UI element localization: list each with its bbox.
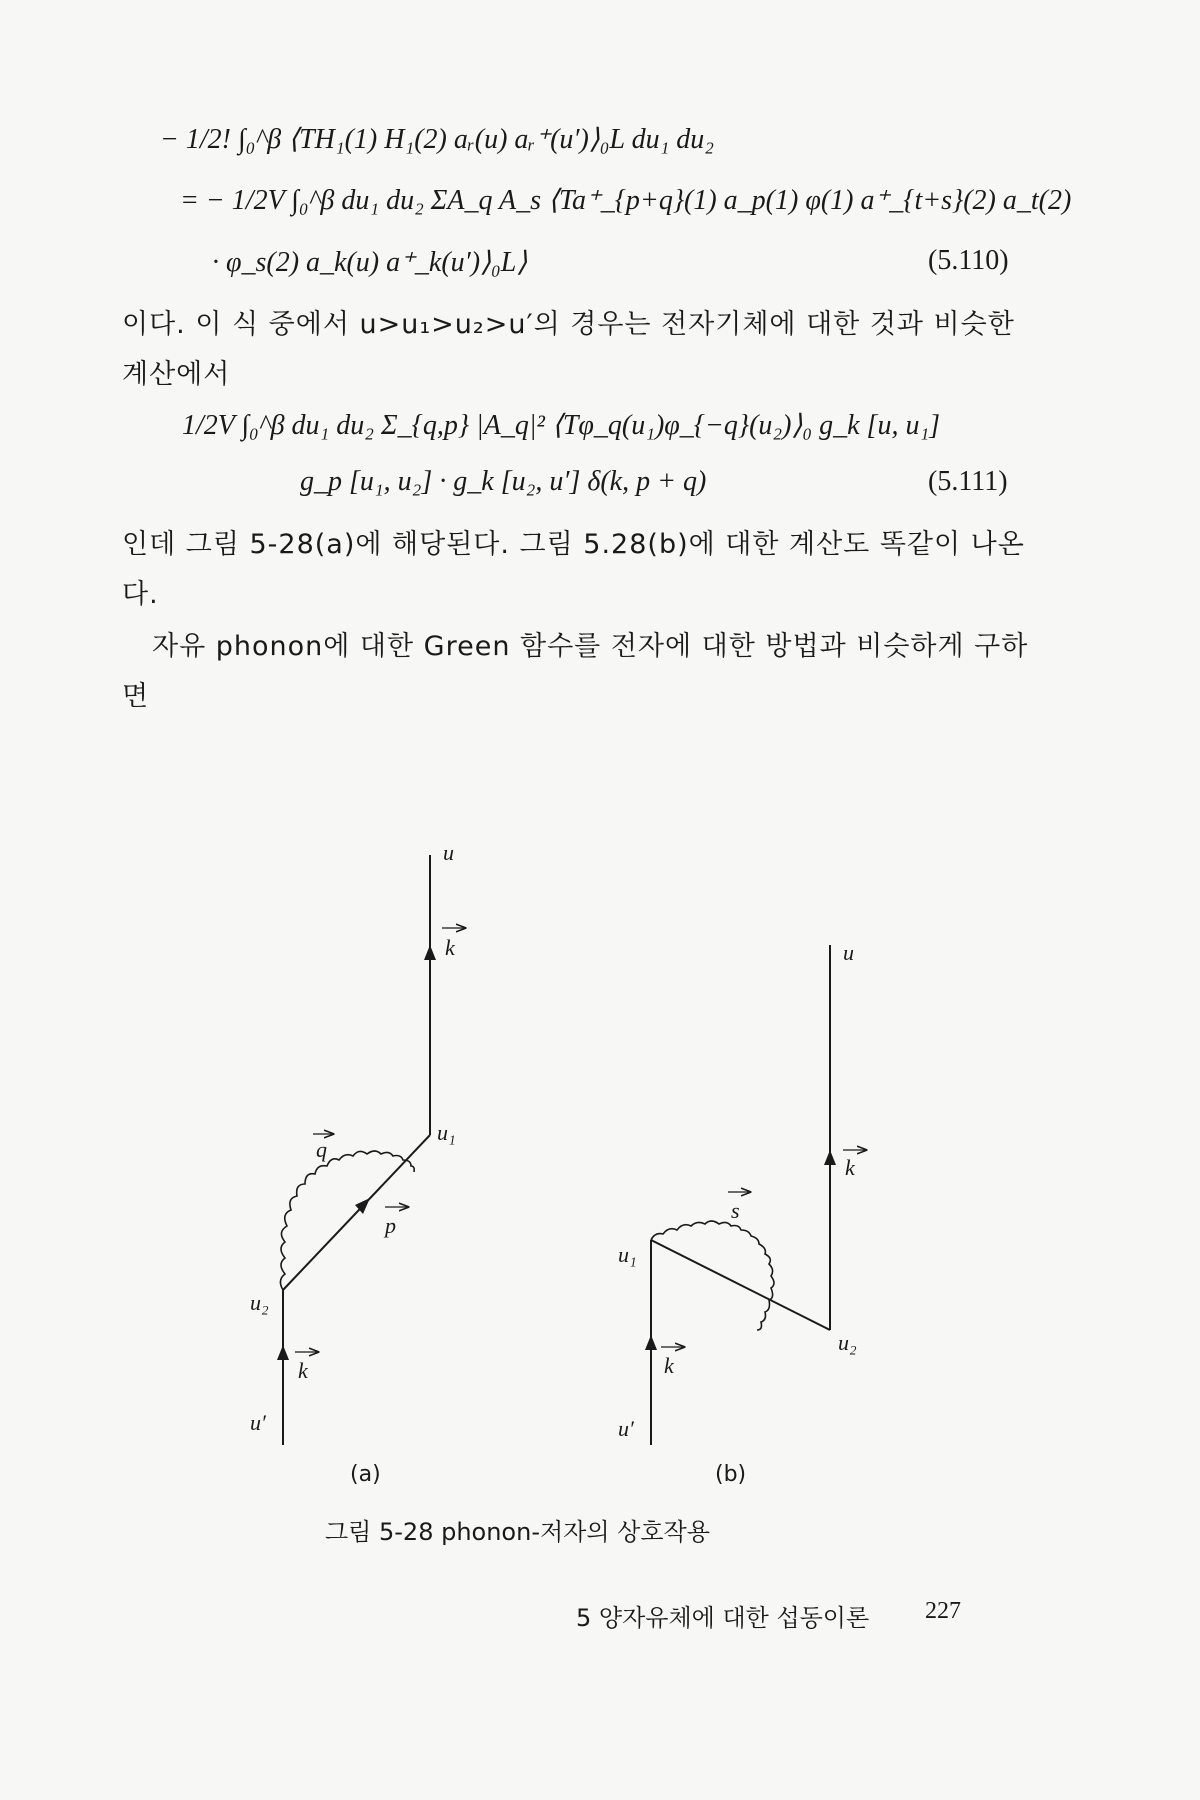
label-a-p: p xyxy=(385,1213,396,1238)
arrow-k-lower-a xyxy=(277,1345,289,1360)
figure-caption: 그림 5-28 phonon-저자의 상호작용 xyxy=(325,1518,710,1546)
label-a-k-upper: k xyxy=(445,935,455,960)
eq-5-111-line-1: 1/2V ∫₀^β du₁ du₂ Σ_{q,p} |A_q|² ⟨Tφ_q(u₁)φ_{−q}(u₂)⟩₀ g_k [u, u₁] xyxy=(182,410,941,441)
label-b-vertex-right: u₂ xyxy=(838,1330,857,1355)
equation-number-5-111: (5.111) xyxy=(928,466,1008,497)
eq-5-110-line-1: − 1/2! ∫₀^β ⟨TH₁(1) H₁(2) aᵣ(u) aᵣ⁺(u′)⟩₀L du₁ du₂ xyxy=(160,124,715,155)
arrow-k-lower-b xyxy=(645,1335,657,1350)
label-b-s: s xyxy=(731,1198,740,1223)
eq-5-110-line-3: · φ_s(2) a_k(u) a⁺_k(u′)⟩₀L⟩ xyxy=(212,247,528,278)
phonon-wavy-line-b xyxy=(651,1221,774,1330)
arrow-k-upper-a xyxy=(424,945,436,960)
eq-5-110-line-2: = − 1/2V ∫₀^β du₁ du₂ ΣA_q A_s ⟨Ta⁺_{p+q}(1) a_p(1) φ(1) a⁺_{t+s}(2) a_t(2) xyxy=(180,185,1072,216)
label-a-top: u xyxy=(443,840,454,865)
paragraph-2: 인데 그림 5-28(a)에 해당된다. 그림 5.28(b)에 대한 계산도 똑같이 나온다. xyxy=(122,529,1025,610)
equation-number-5-110: (5.110) xyxy=(928,245,1009,276)
diagram-a xyxy=(277,855,436,1445)
running-head: 5 양자유체에 대한 섭동이론 xyxy=(576,1604,870,1632)
subfigure-label-b: (b) xyxy=(715,1462,747,1487)
label-b-k-upper: k xyxy=(845,1155,855,1180)
label-a-bottom: u′ xyxy=(250,1410,266,1435)
paragraph-1: 이다. 이 식 중에서 u>u₁>u₂>u′의 경우는 전자기체에 대한 것과 비슷한 계산에서 xyxy=(122,309,1015,390)
label-b-bottom: u′ xyxy=(618,1416,634,1441)
label-a-vertex-bottom: u₂ xyxy=(250,1290,269,1315)
label-b-k-lower: k xyxy=(664,1353,674,1378)
electron-propagator-b xyxy=(651,1240,830,1330)
arrow-k-upper-b xyxy=(824,1150,836,1165)
label-a-k-lower: k xyxy=(298,1358,308,1383)
label-a-vertex-top: u₁ xyxy=(437,1120,456,1145)
label-b-vertex-left: u₁ xyxy=(618,1242,637,1267)
eq-5-111-line-2: g_p [u₁, u₂] · g_k [u₂, u′] δ(k, p + q) xyxy=(300,466,707,497)
subfigure-label-a: (a) xyxy=(350,1462,381,1487)
paragraph-3: 자유 phonon에 대한 Green 함수를 전자에 대한 방법과 비슷하게 구하면 xyxy=(122,631,1029,712)
page-number: 227 xyxy=(925,1598,961,1624)
label-a-q: q xyxy=(316,1137,327,1162)
electron-propagator-p-a xyxy=(283,1135,430,1290)
label-b-top: u xyxy=(843,940,854,965)
